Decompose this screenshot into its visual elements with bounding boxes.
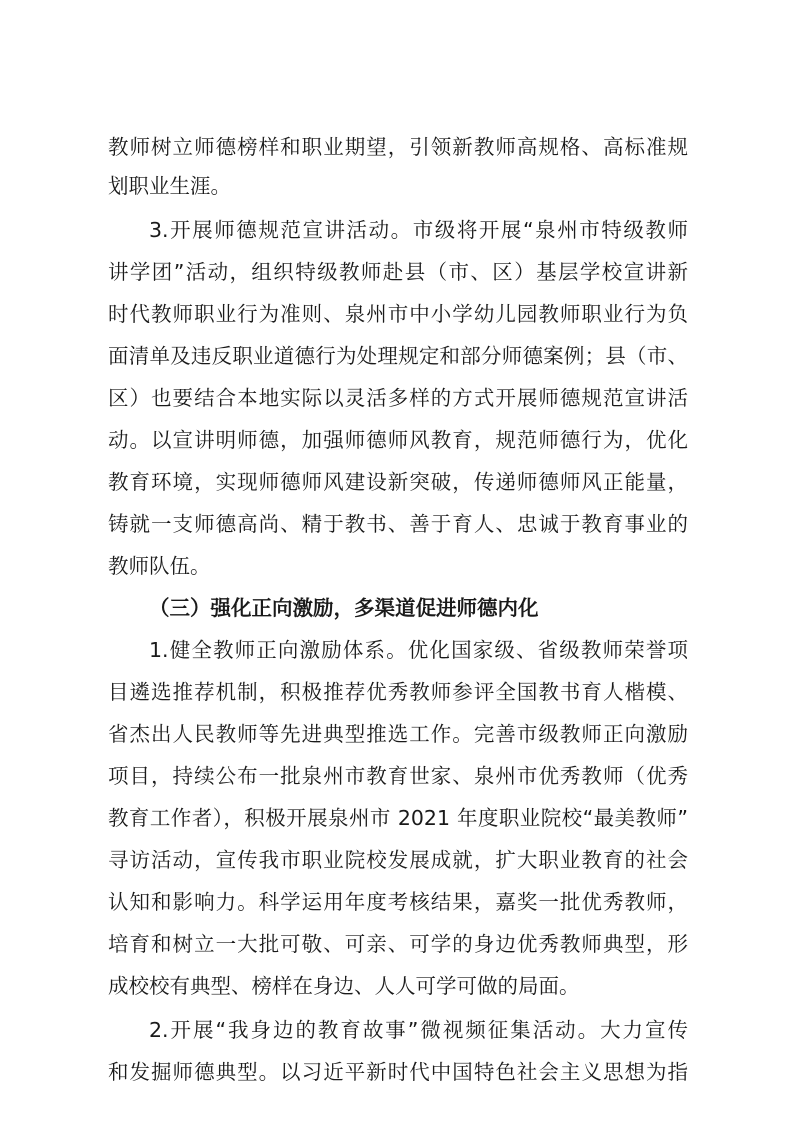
text-line: 区）也要结合本地实际以灵活多样的方式开展师德规范宣讲活	[108, 386, 688, 410]
text-line: 1.健全教师正向激励体系。优化国家级、省级教师荣誉项	[149, 638, 688, 662]
text-line: 省杰出人民教师等先进典型推选工作。完善市级教师正向激励	[108, 722, 688, 746]
text-line: 和发掘师德典型。以习近平新时代中国特色社会主义思想为指	[108, 1060, 688, 1084]
text-line: 讲学团”活动，组织特级教师赴县（市、区）基层学校宣讲新	[108, 260, 688, 284]
section-heading: （三）强化正向激励，多渠道促进师德内化	[149, 596, 539, 620]
text-line: 划职业生涯。	[108, 174, 231, 198]
text-line: 教师队伍。	[108, 554, 211, 578]
text-line: 教师树立师德榜样和职业期望，引领新教师高规格、高标准规	[108, 135, 688, 159]
text-line: 目遴选推荐机制，积极推荐优秀教师参评全国教书育人楷模、	[108, 680, 688, 704]
text-line: 铸就一支师德高尚、精于教书、善于育人、忠诚于教育事业的	[108, 512, 688, 536]
text-line: 成校校有典型、榜样在身边、人人可学可做的局面。	[108, 974, 580, 998]
text-line: 时代教师职业行为准则、泉州市中小学幼儿园教师职业行为负	[108, 302, 688, 326]
text-line: 培育和树立一大批可敬、可亲、可学的身边优秀教师典型，形	[108, 932, 688, 956]
text-line: 动。以宣讲明师德，加强师德师风教育，规范师德行为，优化	[108, 428, 688, 452]
text-line: 教育环境，实现师德师风建设新突破，传递师德师风正能量，	[108, 470, 688, 494]
text-line: 面清单及违反职业道德行为处理规定和部分师德案例；县（市、	[108, 344, 688, 368]
text-line: 项目，持续公布一批泉州市教育世家、泉州市优秀教师（优秀	[108, 764, 688, 788]
text-line: 2.开展“我身边的教育故事”微视频征集活动。大力宣传	[149, 1018, 688, 1042]
text-line: 认知和影响力。科学运用年度考核结果，嘉奖一批优秀教师，	[108, 890, 688, 914]
text-line: 3.开展师德规范宣讲活动。市级将开展“泉州市特级教师	[149, 218, 688, 242]
text-line: 寻访活动，宣传我市职业院校发展成就，扩大职业教育的社会	[108, 848, 688, 872]
text-line: 教育工作者），积极开展泉州市 2021 年度职业院校“最美教师”	[108, 806, 688, 830]
